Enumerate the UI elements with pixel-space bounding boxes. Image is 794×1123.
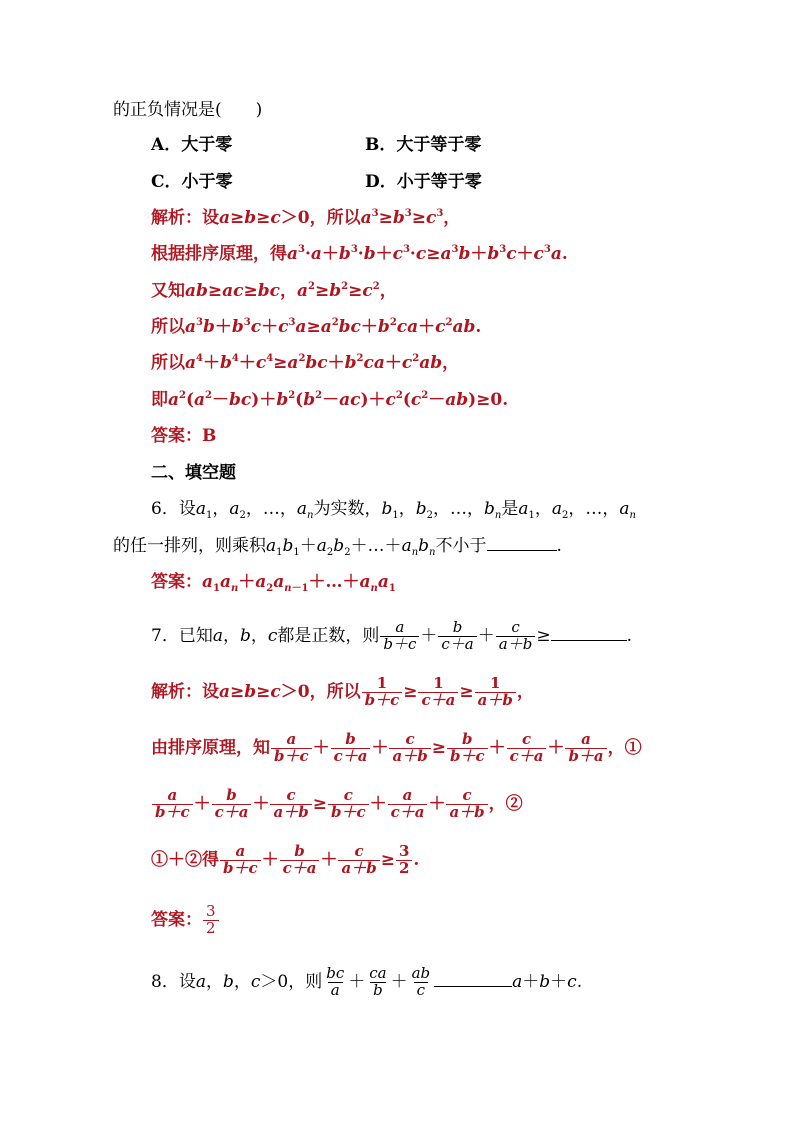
q6-answer: 答案：$a_1a_n+a_2a_{n-1}+\dots+a_na_1$ — [151, 572, 396, 594]
q5-analysis-line6: 即$a^2(a^2-bc)+b^2(b^2-ac)+c^2(c^2-ab)\ge 0$. — [151, 390, 509, 410]
q5-answer-label: 答案： — [151, 426, 202, 446]
q7-stem: 7．已知a，b，c都是正数，则 $\frac{a}{b+c}$ ＋ $\frac{b}{c+a}$ ＋ $\frac{c}{a+b}$ ≥ . — [151, 618, 632, 653]
frac: $\frac{a}{b+a}$ — [565, 732, 606, 765]
frac: $\frac{a}{b+c}$ — [380, 620, 419, 653]
frac: $\frac{c}{a+b}$ — [270, 788, 311, 821]
q5-analysis-line3: 又知ab≥ac≥bc，$a^2\ge b^2\ge c^2$， — [151, 281, 397, 301]
frac: $\frac{b}{c+a}$ — [438, 620, 476, 653]
q7-analysis-label: 解析： — [151, 682, 202, 702]
frac: $\frac{1}{a+b}$ — [475, 676, 516, 709]
frac: $\frac{c}{a+b}$ — [389, 732, 430, 765]
q7-analysis-line2: 由排序原理，知 $\frac{a}{b+c}$ ＋ $\frac{b}{c+a}$ ＋ $\frac{c}{a+b}$ ≥ $\frac{b}{b+c}$ ＋ $\frac{c}{c+a}$ ＋ $\frac{a}{b+a}$ ，① — [151, 730, 642, 765]
q7-answer-blank[interactable] — [551, 624, 627, 641]
q5-analysis-label: 解析： — [151, 208, 202, 228]
frac: $\frac{c}{a+b}$ — [496, 620, 536, 653]
q5-option-a: A．大于零 — [151, 135, 233, 155]
frac: $\frac{bc}{a}$ — [326, 964, 345, 999]
q5-option-d: D．小于等于零 — [365, 172, 482, 192]
q7-answer-fraction: $\frac{3}{2}$ — [203, 904, 219, 937]
frac: $\frac{c}{a+b}$ — [446, 788, 487, 821]
q5-analysis-line5: 所以$a^4+b^4+c^4\ge a^2bc+b^2ca+c^2ab$， — [151, 353, 460, 373]
frac: $\frac{3}{2}$ — [396, 844, 412, 877]
frac: $\frac{b}{c+a}$ — [212, 788, 252, 821]
frac: $\frac{c}{a+b}$ — [338, 844, 379, 877]
q7-analysis-line4: ①＋②得 $\frac{a}{b+c}$ ＋ $\frac{b}{c+a}$ ＋ $\frac{c}{a+b}$ ≥ $\frac{3}{2}$ . — [151, 842, 420, 877]
q5-stem-tail: 的正负情况是( ) — [113, 100, 263, 120]
q5-answer-value: B — [202, 426, 217, 446]
frac: $\frac{ca}{b}$ — [369, 964, 387, 999]
q5-analysis-line4: 所以$a^3b+b^3c+c^3a\ge a^2bc+b^2ca+c^2ab$. — [151, 317, 482, 337]
frac: $\frac{b}{c+a}$ — [331, 732, 371, 765]
frac: $\frac{c}{c+a}$ — [507, 732, 547, 765]
q5-analysis-line2: 根据排序原理，得$a^3\cdot a+b^3\cdot b+c^3\cdot c\ge a^3b+b^3c+c^3a$. — [151, 244, 568, 264]
frac: $\frac{ab}{c}$ — [411, 964, 431, 999]
q5-answer — [151, 424, 216, 448]
q8-stem: 8．设a，b，c＞0，则 $\frac{bc}{a}$ ＋ $\frac{ca}{b}$ ＋ $\frac{ab}{c}$ a＋b＋c. — [151, 964, 583, 999]
frac: $\frac{a}{c+a}$ — [388, 788, 428, 821]
frac: $\frac{b}{c+a}$ — [280, 844, 320, 877]
q7-analysis-line3: $\frac{a}{b+c}$ ＋ $\frac{b}{c+a}$ ＋ $\frac{c}{a+b}$ ≥ $\frac{c}{b+c}$ ＋ $\frac{a}{c+a}$ ＋ $\frac{c}{a+b}$ ，② — [151, 784, 523, 824]
frac: $\frac{b}{b+c}$ — [447, 732, 488, 765]
q6-answer-label: 答案： — [151, 572, 202, 592]
q5-analysis-line1: 解析：设a≥b≥c＞0，所以$a^3\ge b^3\ge c^3$， — [151, 208, 461, 228]
q5-option-b: B．大于等于零 — [365, 135, 482, 155]
frac: $\frac{a}{b+c}$ — [271, 732, 312, 765]
q7-answer — [151, 900, 220, 940]
frac: $\frac{a}{b+c}$ — [220, 844, 261, 877]
frac: $\frac{a}{b+c}$ — [152, 788, 193, 821]
section-title: 二、填空题 — [151, 463, 236, 483]
frac: $\frac{c}{b+c}$ — [328, 788, 369, 821]
q6-line2: 的任一排列，则乘积$a_1b_1+a_2b_2+\dots+a_nb_n$不小于 . — [113, 536, 562, 558]
frac: $\frac{1}{c+a}$ — [418, 676, 458, 709]
frac: $\frac{1}{b+c}$ — [362, 676, 403, 709]
q5-option-c: C．小于零 — [151, 172, 233, 192]
q6-answer-blank[interactable] — [487, 534, 557, 551]
q8-answer-blank[interactable] — [434, 970, 512, 987]
q6-line1: 6．设$a_1$，$a_2$，…，$a_n$为实数，$b_1$，$b_2$，…，$b_n$是$a_1$，$a_2$，…，$a_n$ — [151, 499, 636, 521]
q7-answer-label: 答案： — [151, 910, 202, 930]
q7-analysis-line1: 解析：设a≥b≥c＞0，所以 $\frac{1}{b+c}$ ≥ $\frac{1}{c+a}$ ≥ $\frac{1}{a+b}$ ， — [151, 674, 534, 709]
